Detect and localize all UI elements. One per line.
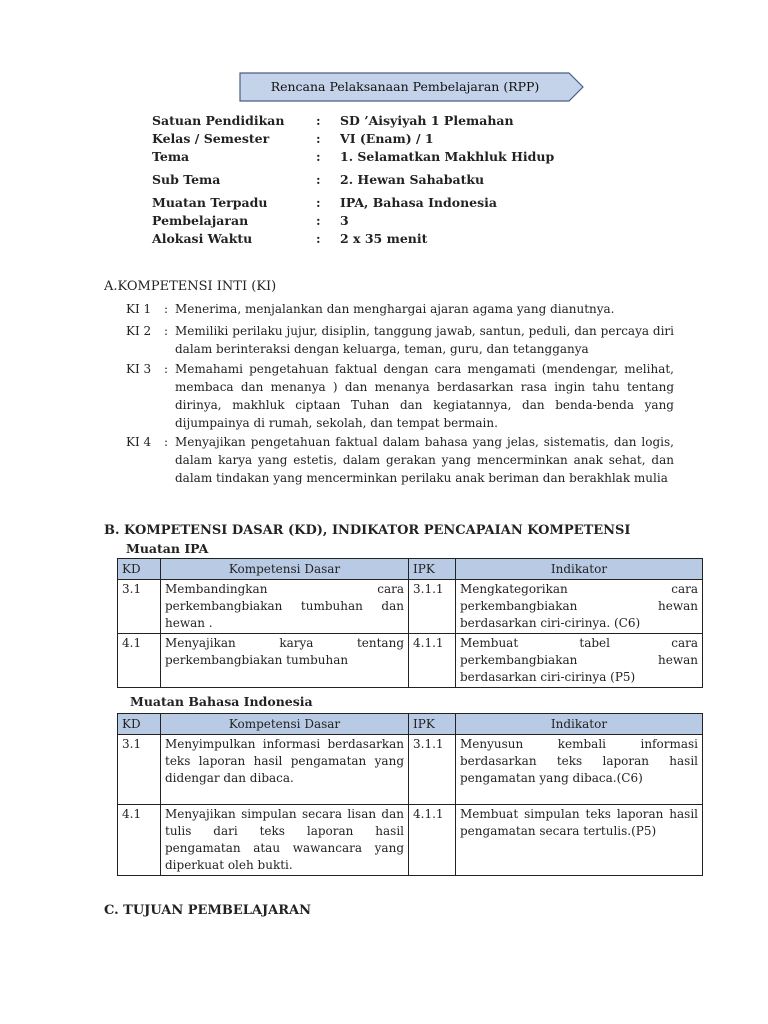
identity-colon: : <box>316 231 321 246</box>
cell-kompetensi: Menyimpulkan informasi berdasarkan teks laporan hasil pengamatan yang didengar dan dibaca. <box>161 735 409 805</box>
cell-indikator: Mengkategorikan cara perkembangbiakan hewan berdasarkan ciri-cirinya. (C6) <box>456 580 703 634</box>
ki-text: Memiliki perilaku jujur, disiplin, tanggung jawab, santun, peduli, dan percaya diri dalam berinteraksi dengan keluarga, teman, guru, dan tetangganya <box>175 324 674 356</box>
identity-colon: : <box>316 213 321 228</box>
ki-colon: : <box>164 362 169 376</box>
section-a-heading: A.KOMPETENSI INTI (KI) <box>104 279 277 294</box>
ki-colon: : <box>164 435 169 449</box>
table-row <box>118 634 703 688</box>
cell-indikator: Membuat tabel cara perkembangbiakan hewan berdasarkan ciri-cirinya (P5) <box>456 634 703 688</box>
identity-row-muatan <box>152 195 572 213</box>
table-header-row <box>118 559 703 580</box>
header-ipk: IPK <box>409 559 456 580</box>
identity-value: SD ’Aisyiyah 1 Plemahan <box>340 113 514 128</box>
cell-kd: 3.1 <box>118 580 161 634</box>
cell-kompetensi: Membandingkan cara perkembangbiakan tumbuhan dan hewan . <box>161 580 409 634</box>
cell-indikator: Menyusun kembali informasi berdasarkan teks laporan hasil pengamatan yang dibaca.(C6) <box>456 735 703 805</box>
cell-ipk: 4.1.1 <box>409 805 456 876</box>
table-header-row <box>118 714 703 735</box>
ki-colon: : <box>164 324 169 338</box>
identity-value: 3 <box>340 213 349 228</box>
cell-ipk: 4.1.1 <box>409 634 456 688</box>
identity-value: 2. Hewan Sahabatku <box>340 172 485 187</box>
section-b-heading: B. KOMPETENSI DASAR (KD), INDIKATOR PENCAPAIAN KOMPETENSI <box>104 523 631 538</box>
header-kd: KD <box>118 559 161 580</box>
cell-indikator: Membuat simpulan teks laporan hasil pengamatan secara tertulis.(P5) <box>456 805 703 876</box>
ki-code: KI 3 <box>126 362 152 376</box>
identity-row-subtema <box>152 172 572 190</box>
section-c-heading: C. TUJUAN PEMBELAJARAN <box>104 903 311 918</box>
table-row <box>118 735 703 805</box>
cell-kd: 4.1 <box>118 805 161 876</box>
cell-ipk: 3.1.1 <box>409 735 456 805</box>
table-row <box>118 805 703 876</box>
ipa-competency-table <box>117 558 703 688</box>
header-indikator: Indikator <box>456 714 703 735</box>
table-row <box>118 580 703 634</box>
ki-text: Memahami pengetahuan faktual dengan cara mengamati (mendengar, melihat, membaca dan menanya ) dan menanya berdasarkan rasa ingin tahu tentang dirinya, makhluk ciptaan Tuhan dan kegiatannya, dan benda-benda yang dijumpainya di rumah, sekolah, dan tempat bermain. <box>175 362 674 430</box>
muatan-bahasa-title: Muatan Bahasa Indonesia <box>130 694 313 709</box>
ki-item <box>126 322 674 358</box>
identity-label: Muatan Terpadu <box>152 195 268 210</box>
header-kd: KD <box>118 714 161 735</box>
identity-row-alokasi <box>152 231 572 249</box>
ki-code: KI 4 <box>126 435 152 449</box>
ki-text: Menyajikan pengetahuan faktual dalam bahasa yang jelas, sistematis, dan logis, dalam karya yang estetis, dalam gerakan yang mencerminkan anak sehat, dan dalam tindakan yang mencerminkan perilaku anak beriman dan berakhlak mulia <box>175 435 674 485</box>
document-title: Rencana Pelaksanaan Pembelajaran (RPP) <box>270 79 540 94</box>
bahasa-competency-table <box>117 713 703 876</box>
identity-row-kelas <box>152 131 572 149</box>
title-banner <box>239 72 585 102</box>
identity-value: 1. Selamatkan Makhluk Hidup <box>340 149 555 164</box>
identity-label: Pembelajaran <box>152 213 249 228</box>
identity-value: 2 x 35 menit <box>340 231 428 246</box>
ki-colon: : <box>164 302 169 316</box>
header-ipk: IPK <box>409 714 456 735</box>
identity-colon: : <box>316 172 321 187</box>
ki-item <box>126 433 674 487</box>
identity-label: Alokasi Waktu <box>152 231 253 246</box>
header-indikator: Indikator <box>456 559 703 580</box>
identity-row-pembelajaran <box>152 213 572 231</box>
header-kompetensi-dasar: Kompetensi Dasar <box>161 714 409 735</box>
ki-item <box>126 360 674 432</box>
identity-colon: : <box>316 149 321 164</box>
cell-ipk: 3.1.1 <box>409 580 456 634</box>
identity-label: Tema <box>152 149 190 164</box>
cell-kompetensi: Menyajikan simpulan secara lisan dan tulis dari teks laporan hasil pengamatan atau wawancara yang diperkuat oleh bukti. <box>161 805 409 876</box>
identity-row-tema <box>152 149 572 167</box>
identity-colon: : <box>316 195 321 210</box>
header-kompetensi-dasar: Kompetensi Dasar <box>161 559 409 580</box>
cell-kd: 4.1 <box>118 634 161 688</box>
identity-value: VI (Enam) / 1 <box>340 131 434 146</box>
identity-colon: : <box>316 131 321 146</box>
ki-text: Menerima, menjalankan dan menghargai ajaran agama yang dianutnya. <box>175 302 615 316</box>
cell-kompetensi: Menyajikan karya tentang perkembangbiakan tumbuhan <box>161 634 409 688</box>
identity-value: IPA, Bahasa Indonesia <box>340 195 498 210</box>
muatan-ipa-title: Muatan IPA <box>126 541 209 556</box>
identity-label: Satuan Pendidikan <box>152 113 285 128</box>
ki-item <box>126 300 674 318</box>
identity-row-satuan <box>152 113 572 131</box>
identity-label: Kelas / Semester <box>152 131 270 146</box>
identity-label: Sub Tema <box>152 172 221 187</box>
identity-colon: : <box>316 113 321 128</box>
ki-code: KI 1 <box>126 302 152 316</box>
ki-code: KI 2 <box>126 324 152 338</box>
cell-kd: 3.1 <box>118 735 161 805</box>
